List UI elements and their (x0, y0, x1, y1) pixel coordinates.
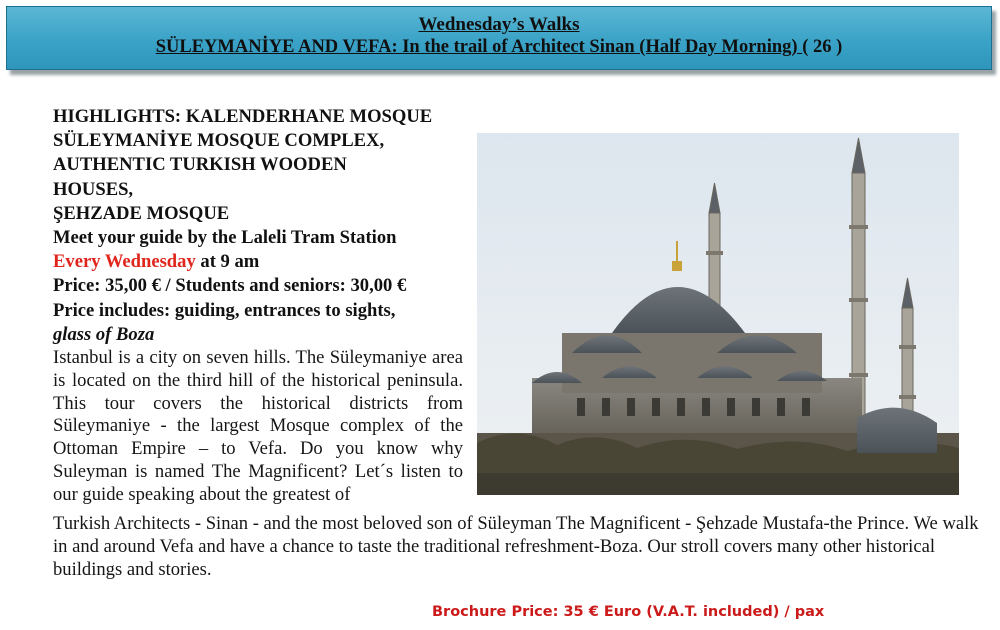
highlights-block (53, 105, 483, 347)
tour-subtitle (7, 37, 991, 58)
description-paragraph: Istanbul is a city on seven hills. The Süleymaniye area is located on the third hill of the historical peninsula. This tour covers the historical districts from Süleymaniye - the largest Mosque complex of the Ottoman Empire – to Vefa. Do you know why Suleyman is named The Magnificent? Let´s listen to our guide speaking about the greatest of (53, 347, 463, 505)
brochure-price: Brochure Price: 35 € Euro (V.A.T. included) / pax (432, 604, 825, 620)
price-includes-boza: glass of Boza (53, 323, 155, 345)
title-banner (6, 6, 992, 70)
highlights-line: HOUSES, (53, 178, 134, 200)
schedule (53, 250, 483, 274)
highlights-line: SÜLEYMANİYE MOSQUE COMPLEX, (53, 130, 385, 152)
highlights-line: ŞEHZADE MOSQUE (53, 202, 230, 224)
description-continuation: Turkish Architects - Sinan - and the most beloved son of Süleyman The Magnificent - Şehzade Mustafa-the Prince. We walk in and around Vefa and have a chance to taste the traditional refreshment-Boza. Our stroll covers many other historical buildings and stories. (53, 513, 979, 580)
price: Price: 35,00 € / Students and seniors: 30,00 € (53, 275, 407, 297)
mosque-photo (477, 133, 959, 495)
highlights-line: AUTHENTIC TURKISH WOODEN (53, 154, 347, 176)
schedule-time: at 9 am (195, 251, 260, 273)
tour-name: SÜLEYMANİYE AND VEFA: In the trail of Architect Sinan (Half Day Morning) (155, 37, 803, 57)
price-includes: Price includes: guiding, entrances to sights, (53, 299, 396, 321)
page-title: Wednesday’s Walks (418, 14, 580, 35)
highlights-line: HIGHLIGHTS: KALENDERHANE MOSQUE (53, 106, 433, 127)
tour-number: ( 26 ) (802, 37, 843, 57)
schedule-day: Every Wednesday (53, 251, 196, 273)
meeting-point: Meet your guide by the Laleli Tram Station (53, 227, 397, 249)
